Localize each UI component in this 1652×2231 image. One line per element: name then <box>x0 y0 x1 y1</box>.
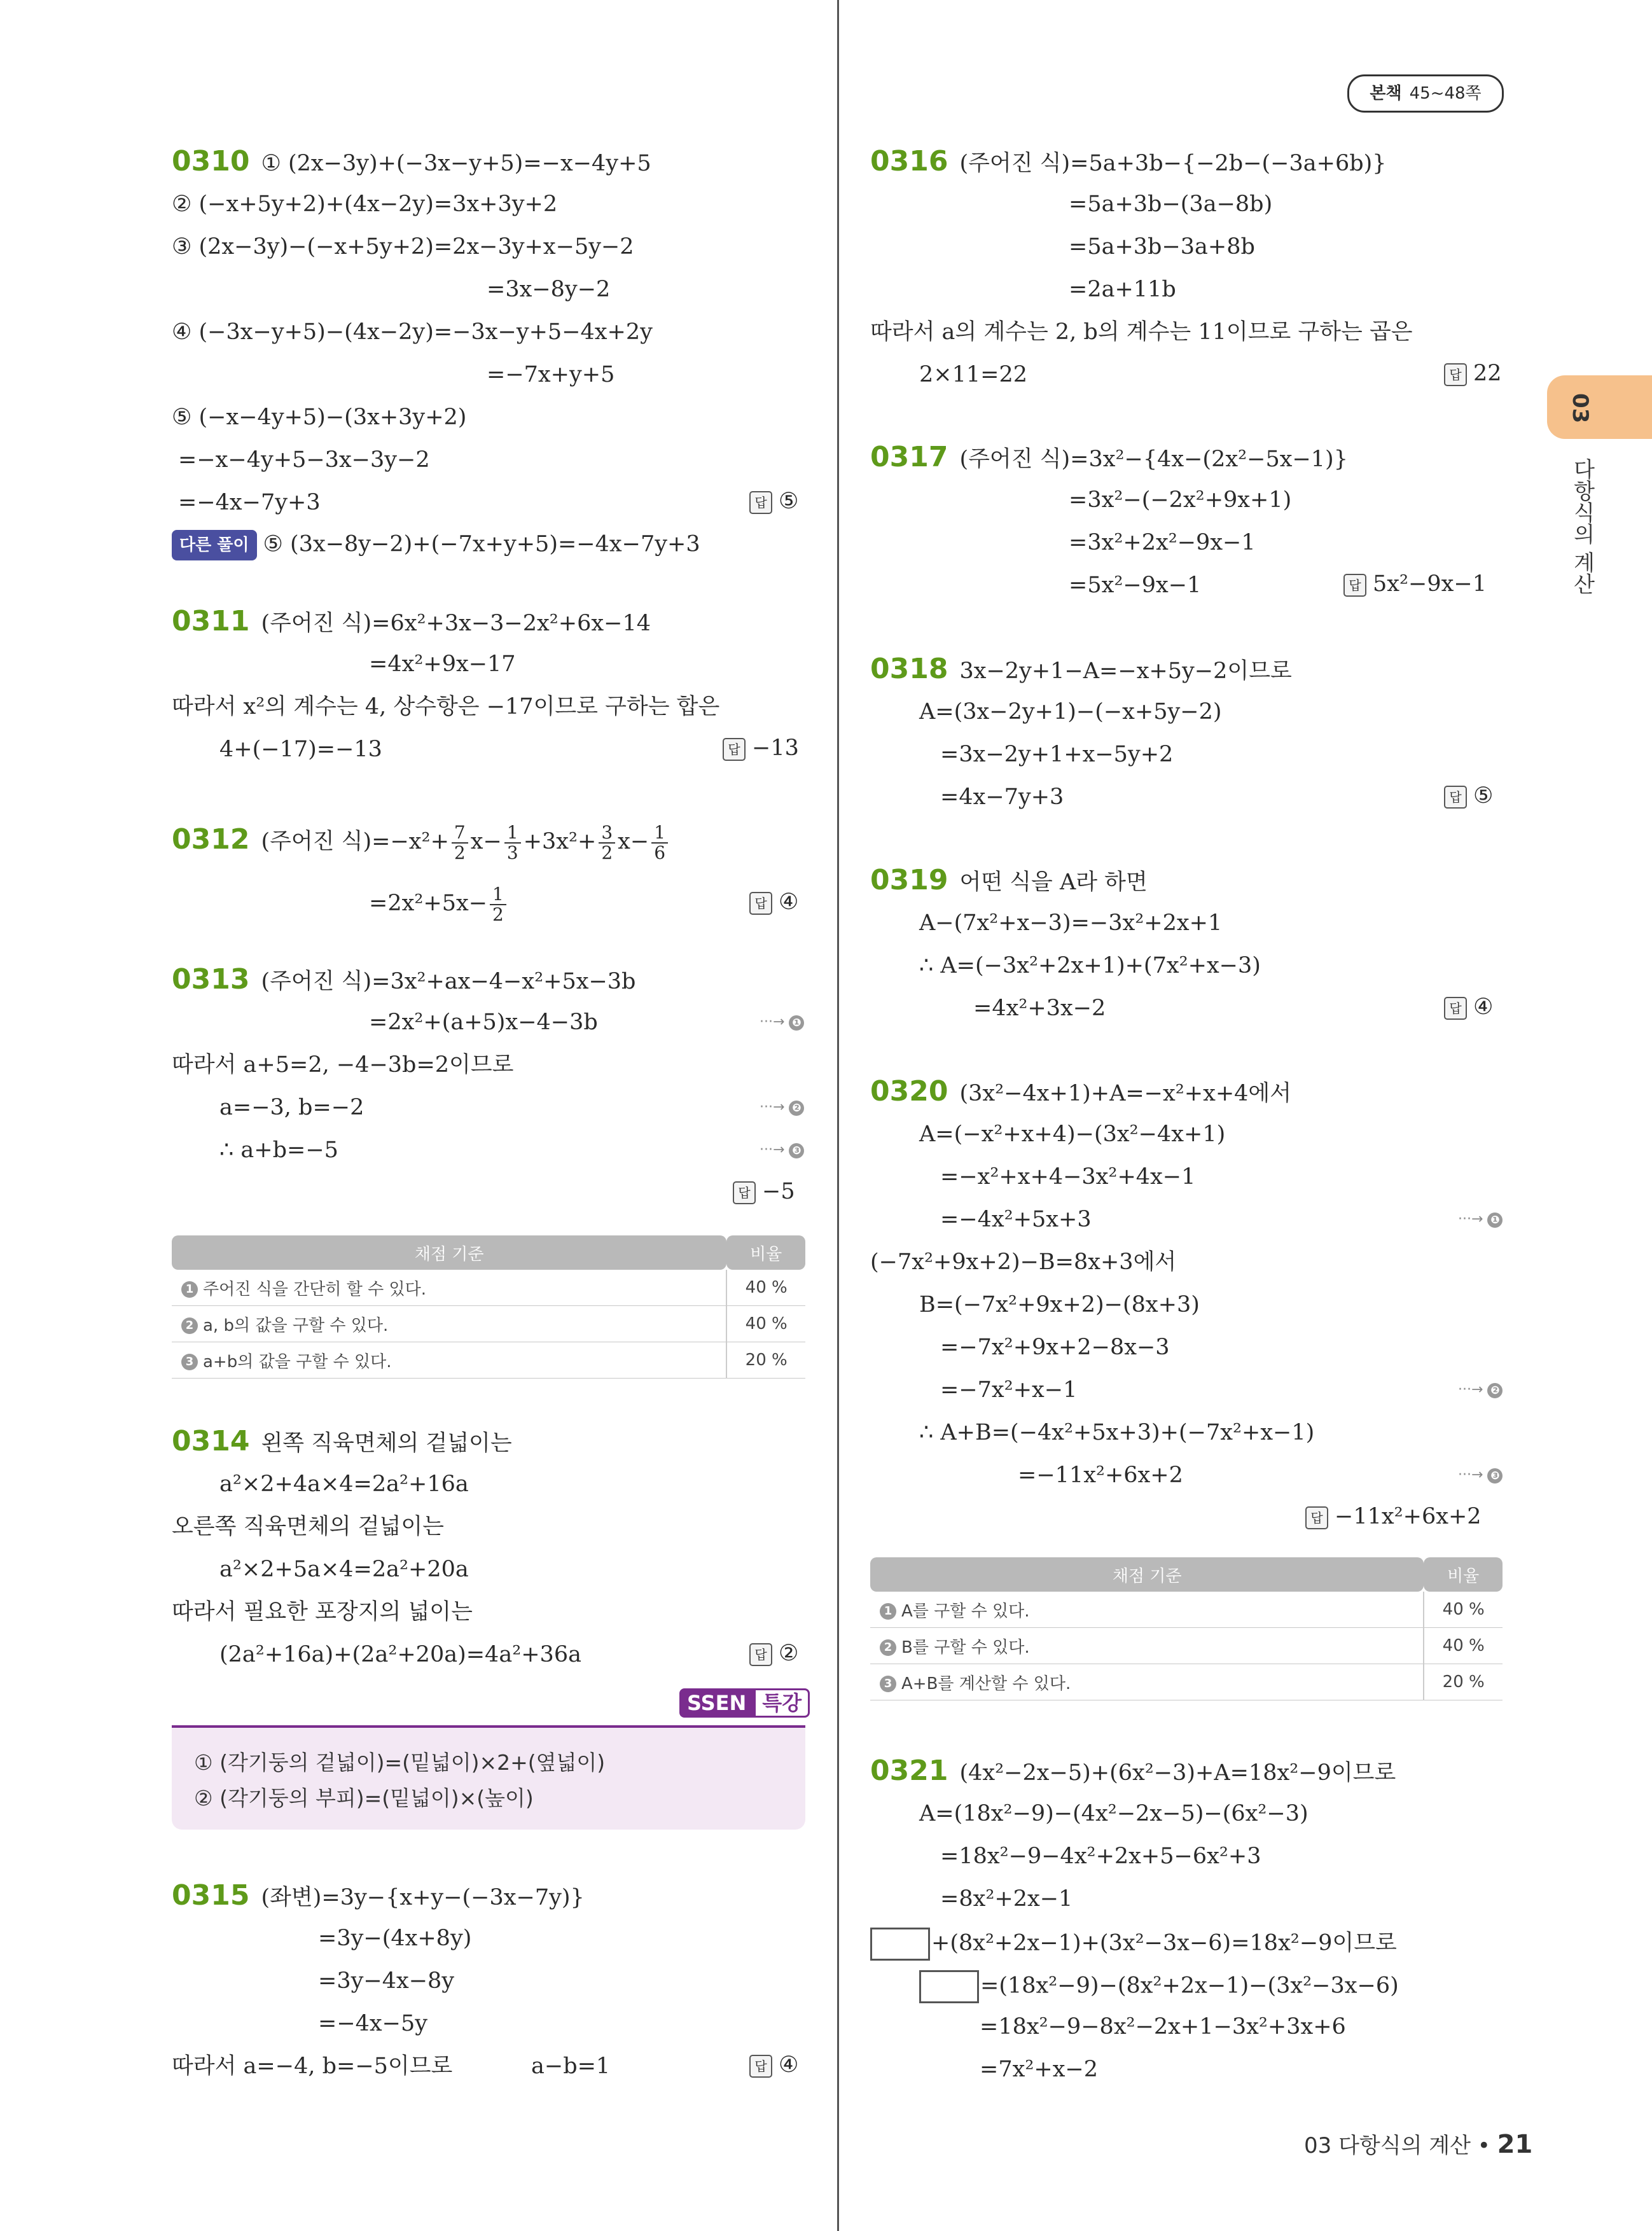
problem-0319-line-3: ∴ A=(−3x²+2x+1)+(7x²+x−3) <box>919 953 1261 978</box>
problem-number: 0319 <box>870 864 948 896</box>
problem-0314-line-6: (2a²+16a)+(2a²+20a)=4a²+36a <box>219 1642 581 1667</box>
problem-0318-line-3: =3x−2y+1+x−5y+2 <box>940 742 1174 767</box>
blank-box <box>919 1970 979 2003</box>
problem-0313-line-2: =2x²+(a+5)x−4−3b <box>369 1010 598 1035</box>
reference-pages-badge <box>1347 74 1504 113</box>
problem-0319-line-4: =4x²+3x−2 <box>973 996 1106 1021</box>
problem-0319-line-2: A−(7x²+x−3)=−3x²+2x+1 <box>919 910 1223 936</box>
alt-solution-badge: 다른 풀이 <box>172 530 257 560</box>
page-footer <box>1304 2128 1532 2159</box>
problem-0320-line-3: =−x²+x+4−3x²+4x−1 <box>940 1164 1196 1190</box>
problem-0314-line-1: 0314 왼쪽 직육면체의 겉넓이는 <box>172 1425 512 1457</box>
step-marker-3: ···→ ❸ <box>760 1142 804 1158</box>
grading-row: 2 a, b의 값을 구할 수 있다. 40 % <box>172 1306 805 1342</box>
problem-0316-line-3: =5a+3b−3a+8b <box>1069 234 1255 260</box>
problem-0316-line-4: =2a+11b <box>1069 277 1176 302</box>
problem-0321-line-4: =8x²+2x−1 <box>940 1886 1073 1912</box>
problem-0317-line-3: =3x²+2x²−9x−1 <box>1069 530 1256 555</box>
problem-0310-line-9: =−4x−7y+3 <box>178 490 321 515</box>
ref-pages: 45~48쪽 <box>1409 84 1482 103</box>
answer-box-icon: 답 <box>1305 1506 1328 1529</box>
problem-number: 0315 <box>172 1879 250 1912</box>
problem-0320-line-7: =−7x²+9x+2−8x−3 <box>940 1335 1170 1360</box>
problem-0310-line-2: ② (−x+5y+2)+(4x−2y)=3x+3y+2 <box>172 191 558 217</box>
answer-box-icon: 답 <box>749 1643 772 1666</box>
chapter-tab[interactable] <box>1547 375 1652 439</box>
problem-number: 0310 <box>172 145 250 177</box>
problem-0320-line-8: =−7x²+x−1 <box>940 1377 1078 1403</box>
ref-label: 본책 <box>1370 84 1402 103</box>
problem-0312-line-1: 0312 (주어진 식)=−x²+ $\frac{7}{2}$ x− $\frac{1}{3}$ +3x²+ $\frac{3}{2}$ x− $\frac{1}{6}$ <box>172 821 670 863</box>
answer-0312: 답 ④ <box>749 889 798 915</box>
step-marker-1: ···→ ❶ <box>760 1014 804 1031</box>
problem-0316-line-6: 2×11=22 <box>919 362 1027 387</box>
problem-0319-line-1: 0319 어떤 식을 A라 하면 <box>870 864 1148 896</box>
problem-0317-line-1: 0317 (주어진 식)=3x²−{4x−(2x²−5x−1)} <box>870 441 1348 473</box>
problem-number: 0314 <box>172 1425 250 1457</box>
step-marker-2: ···→ ❷ <box>760 1099 804 1116</box>
grading-table-0320 <box>870 1557 1503 1700</box>
answer-0311: 답 −13 <box>723 735 799 761</box>
problem-0317-line-4: =5x²−9x−1 <box>1069 573 1202 598</box>
problem-0310-line-5: ④ (−3x−y+5)−(4x−2y)=−3x−y+5−4x+2y <box>172 319 653 345</box>
problem-0321-line-5: +(8x²+2x−1)+(3x²−3x−6)=18x²−9이므로 <box>870 1928 1397 1961</box>
fraction: $\frac{1}{6}$ <box>651 823 668 863</box>
problem-0320-line-6: B=(−7x²+9x+2)−(8x+3) <box>919 1292 1200 1317</box>
answer-0318: 답 ⑤ <box>1444 783 1493 809</box>
problem-number: 0317 <box>870 441 948 473</box>
problem-0310-line-8: =−x−4y+5−3x−3y−2 <box>178 447 430 473</box>
problem-0315-line-3: =3y−4x−8y <box>318 1968 455 1994</box>
problem-0314-line-3: 오른쪽 직육면체의 겉넓이는 <box>172 1514 444 1539</box>
problem-0313-line-5: ∴ a+b=−5 <box>219 1137 338 1163</box>
problem-0316-line-5: 따라서 a의 계수는 2, b의 계수는 11이므로 구하는 곱은 <box>870 319 1413 345</box>
problem-0320-line-1: 0320 (3x²−4x+1)+A=−x²+x+4에서 <box>870 1075 1292 1108</box>
grading-head-ratio: 비율 <box>726 1235 805 1270</box>
problem-0313-line-4: a=−3, b=−2 <box>219 1095 364 1120</box>
step-marker-1: ···→ ❶ <box>1458 1211 1503 1228</box>
answer-0310: 답 ⑤ <box>749 489 798 514</box>
blank-box <box>870 1928 930 1961</box>
problem-0321-line-1: 0321 (4x²−2x−5)+(6x²−3)+A=18x²−9이므로 <box>870 1755 1396 1787</box>
problem-0320-line-5: (−7x²+9x+2)−B=8x+3에서 <box>870 1249 1177 1275</box>
problem-0315-line-5: 따라서 a=−4, b=−5이므로 <box>172 2054 453 2079</box>
problem-0313-line-3: 따라서 a+5=2, −4−3b=2이므로 <box>172 1052 514 1078</box>
grading-table-0313 <box>172 1235 805 1379</box>
problem-0311-line-4: 4+(−17)=−13 <box>219 737 382 762</box>
answer-0319: 답 ④ <box>1444 994 1493 1020</box>
answer-0317: 답 5x²−9x−1 <box>1343 571 1487 597</box>
problem-0316-line-2: =5a+3b−(3a−8b) <box>1069 191 1273 217</box>
answer-box-icon: 답 <box>749 2055 772 2078</box>
problem-0310-alt-solution: 다른 풀이 ⑤ (3x−8y−2)+(−7x+y+5)=−4x−7y+3 <box>172 530 700 560</box>
answer-box-icon: 답 <box>1444 363 1467 386</box>
problem-0314-line-2: a²×2+4a×4=2a²+16a <box>219 1471 469 1497</box>
problem-0315-line-1: 0315 (좌변)=3y−{x+y−(−3x−7y)} <box>172 1879 585 1912</box>
footer-bullet: • <box>1477 2133 1490 2158</box>
grading-head-criteria: 채점 기준 <box>870 1557 1424 1592</box>
problem-0315-line-2: =3y−(4x+8y) <box>318 1926 472 1951</box>
problem-0311-line-2: =4x²+9x−17 <box>369 651 516 677</box>
answer-0320: 답 −11x²+6x+2 <box>1305 1504 1482 1529</box>
chapter-tab-number: 03 <box>1567 393 1593 424</box>
problem-0315-line-4: =−4x−5y <box>318 2011 428 2036</box>
problem-0312-line-2: =2x²+5x− $\frac{1}{2}$ <box>369 884 509 924</box>
grading-row: 3 a+b의 값을 구할 수 있다. 20 % <box>172 1342 805 1379</box>
problem-0321-line-7: =18x²−9−8x²−2x+1−3x²+3x+6 <box>980 2014 1346 2040</box>
answer-box-icon: 답 <box>749 892 772 915</box>
ssen-tip-box <box>172 1725 805 1830</box>
grading-row: 1 주어진 식을 간단히 할 수 있다. 40 % <box>172 1270 805 1306</box>
fraction: $\frac{7}{2}$ <box>452 823 468 863</box>
problem-0321-line-2: A=(18x²−9)−(4x²−2x−5)−(6x²−3) <box>919 1801 1308 1826</box>
problem-number: 0312 <box>172 823 250 856</box>
problem-0318-line-1: 0318 3x−2y+1−A=−x+5y−2이므로 <box>870 653 1292 685</box>
problem-0315-line-6: a−b=1 <box>531 2054 611 2079</box>
answer-box-icon: 답 <box>733 1181 756 1204</box>
problem-0321-line-6: =(18x²−9)−(8x²+2x−1)−(3x²−3x−6) <box>919 1970 1399 2003</box>
answer-box-icon: 답 <box>749 491 772 514</box>
page-number: 21 <box>1497 2130 1533 2159</box>
problem-number: 0320 <box>870 1075 948 1108</box>
problem-0310-line-3: ③ (2x−3y)−(−x+5y+2)=2x−3y+x−5y−2 <box>172 234 634 260</box>
problem-0314-line-4: a²×2+5a×4=2a²+20a <box>219 1557 469 1582</box>
grading-row: 2 B를 구할 수 있다. 40 % <box>870 1628 1503 1664</box>
problem-number: 0311 <box>172 605 250 637</box>
answer-box-icon: 답 <box>1343 574 1366 597</box>
answer-box-icon: 답 <box>1444 997 1467 1020</box>
ssen-tip-header: SSEN 특강 <box>679 1687 810 1716</box>
fraction: $\frac{3}{2}$ <box>599 823 615 863</box>
answer-0316: 답 22 <box>1444 361 1502 386</box>
grading-row: 1 A를 구할 수 있다. 40 % <box>870 1592 1503 1628</box>
problem-0321-line-3: =18x²−9−4x²+2x+5−6x²+3 <box>940 1844 1261 1869</box>
answer-0314: 답 ② <box>749 1641 798 1666</box>
tip-line-2: ② (각기둥의 부피)=(밑넓이)×(높이) <box>194 1786 534 1811</box>
fraction: $\frac{1}{3}$ <box>504 823 521 863</box>
problem-number: 0318 <box>870 653 948 685</box>
chapter-tab-title: 다항식의 계산 <box>1569 458 1595 595</box>
problem-0311-line-1: 0311 (주어진 식)=6x²+3x−3−2x²+6x−14 <box>172 605 651 637</box>
answer-0313: 답 −5 <box>733 1179 795 1204</box>
problem-0313-line-1: 0313 (주어진 식)=3x²+ax−4−x²+5x−3b <box>172 963 636 996</box>
problem-0310-line-6: =−7x+y+5 <box>487 362 615 387</box>
problem-0317-line-2: =3x²−(−2x²+9x+1) <box>1069 487 1292 513</box>
problem-0320-line-4: =−4x²+5x+3 <box>940 1207 1092 1232</box>
problem-0318-line-2: A=(3x−2y+1)−(−x+5y−2) <box>919 699 1222 725</box>
problem-0320-line-10: =−11x²+6x+2 <box>1018 1463 1183 1488</box>
fraction: $\frac{1}{2}$ <box>490 885 506 924</box>
problem-0310-line-7: ⑤ (−x−4y+5)−(3x+3y+2) <box>172 405 467 430</box>
problem-0316-line-1: 0316 (주어진 식)=5a+3b−{−2b−(−3a+6b)} <box>870 145 1387 177</box>
problem-0320-line-9: ∴ A+B=(−4x²+5x+3)+(−7x²+x−1) <box>919 1420 1315 1445</box>
problem-0318-line-4: =4x−7y+3 <box>940 784 1064 810</box>
problem-number: 0313 <box>172 963 250 996</box>
problem-0310-line-4: =3x−8y−2 <box>487 277 611 302</box>
step-marker-3: ···→ ❸ <box>1458 1467 1503 1484</box>
tip-line-1: ① (각기둥의 겉넓이)=(밑넓이)×2+(옆넓이) <box>194 1750 606 1775</box>
grading-row: 3 A+B를 계산할 수 있다. 20 % <box>870 1664 1503 1700</box>
step-marker-2: ···→ ❷ <box>1458 1382 1503 1398</box>
problem-0314-line-5: 따라서 필요한 포장지의 넓이는 <box>172 1599 473 1625</box>
answer-box-icon: 답 <box>723 738 746 761</box>
problem-number: 0321 <box>870 1755 948 1787</box>
problem-0321-line-8: =7x²+x−2 <box>980 2057 1099 2082</box>
grading-head-criteria: 채점 기준 <box>172 1235 726 1270</box>
problem-0320-line-2: A=(−x²+x+4)−(3x²−4x+1) <box>919 1122 1226 1147</box>
problem-0310-line-1: 0310 ① (2x−3y)+(−3x−y+5)=−x−4y+5 <box>172 145 651 177</box>
answer-0315: 답 ④ <box>749 2052 798 2078</box>
problem-0311-line-3: 따라서 x²의 계수는 4, 상수항은 −17이므로 구하는 합은 <box>172 694 720 719</box>
column-divider <box>837 0 839 2231</box>
answer-box-icon: 답 <box>1444 786 1467 809</box>
problem-number: 0316 <box>870 145 948 177</box>
grading-head-ratio: 비율 <box>1424 1557 1503 1592</box>
footer-chapter: 03 다항식의 계산 <box>1304 2133 1471 2158</box>
